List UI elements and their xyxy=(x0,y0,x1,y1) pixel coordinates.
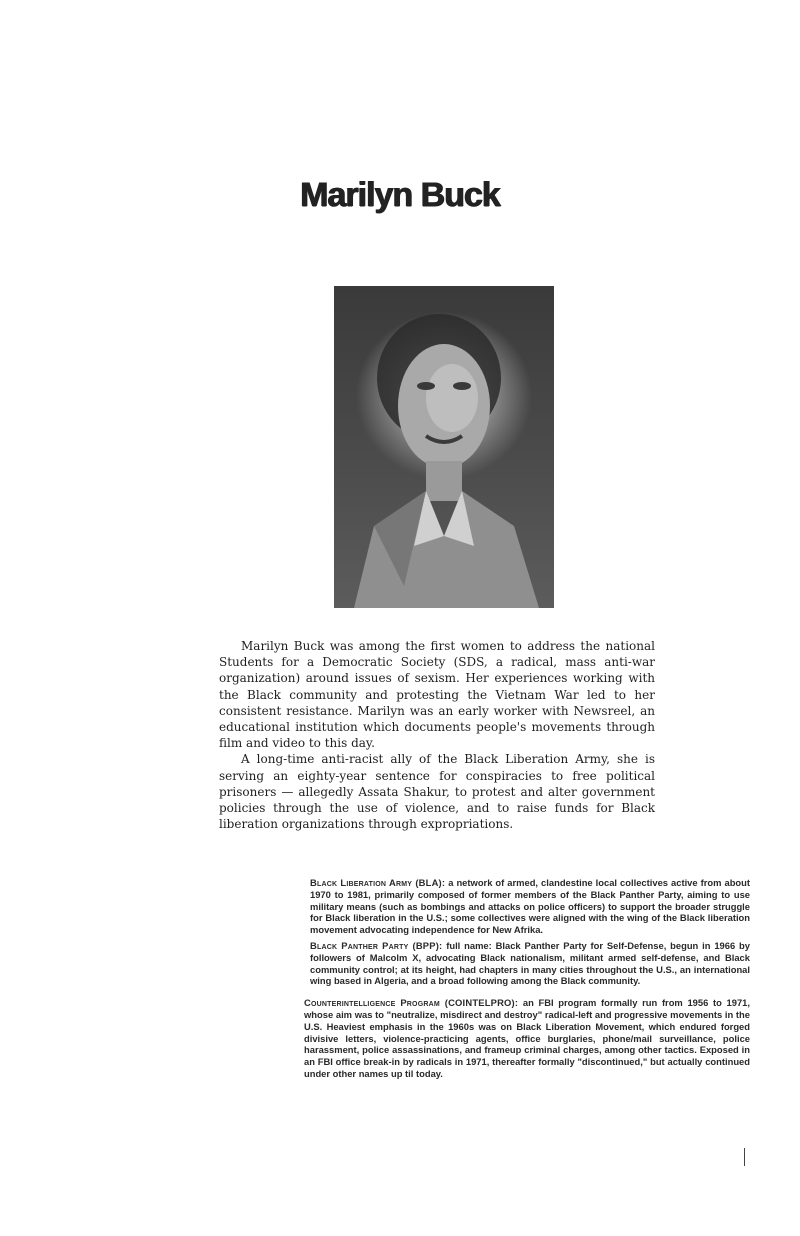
glossary-term: Black Panther Party (BPP): xyxy=(310,939,443,951)
page-edge-mark xyxy=(744,1148,745,1166)
page-title: Marilyn Buck xyxy=(300,176,500,214)
glossary-term: Black Liberation Army (BLA): xyxy=(310,877,446,888)
glossary-definition: an FBI program formally run from 1956 to 1971, whose aim was to "neutralize, misdirect and destroy" radical-left and progressive movements in the U.S. Heaviest emphasis in the 1960s was on Black Liberation Movement, which endured forged divisive letters, violence-practicing agents, office burglaries, phone/mail surveillance, police harassment, police assassinations, and frameup criminal charges, among other tactics. Exposed in an FBI office break-in by radicals in 1971, thereafter formally "discontinued," but actually continued under other names up til today. xyxy=(304,997,750,1079)
portrait-photo-icon xyxy=(334,286,554,608)
bio-paragraph-1: Marilyn Buck was among the first women to address the national Students for a Democratic Society (SDS, a radical, mass anti-war organization) around issues of sexism. Her experiences working with the Black community and protesting the Vietnam War led to her consistent resistance. Marilyn was an early worker with Newsreel, an educational institution which documents people's movements through film and video to this day. xyxy=(219,639,655,751)
glossary-definition: a network of armed, clandestine local collectives active from about 1970 to 1981, primarily composed of former members of the Black Panther Party, aiming to use military means (such as bombings and attacks on police officers) to support the broader struggle for Black liberation in the U.S.; some collectives were aligned with the wing of the Black liberation movement advocating independence for New Afrika. xyxy=(310,877,750,936)
biography-text xyxy=(219,638,655,832)
glossary-term: Counterintelligence Program (COINTELPRO): xyxy=(304,997,519,1009)
glossary-entry xyxy=(304,997,750,1080)
bio-paragraph-2: A long-time anti-racist ally of the Black Liberation Army, she is serving an eighty-year sentence for conspiracies to free political prisoners — allegedly Assata Shakur, to protest and alter government policies through the use of violence, and to raise funds for Black liberation organizations through expropriations. xyxy=(219,752,655,832)
portrait-photo xyxy=(334,286,554,608)
glossary-entry xyxy=(310,940,750,987)
glossary-definition: full name: Black Panther Party for Self-Defense, begun in 1966 by followers of Malcolm X, advocating Black nationalism, militant armed self-defense, and Black community control; at its height, had chapters in many cities throughout the U.S., an international wing based in Algeria, and a broad following among the Black community. xyxy=(310,939,750,987)
glossary-entry xyxy=(310,877,750,936)
glossary xyxy=(304,877,750,1084)
